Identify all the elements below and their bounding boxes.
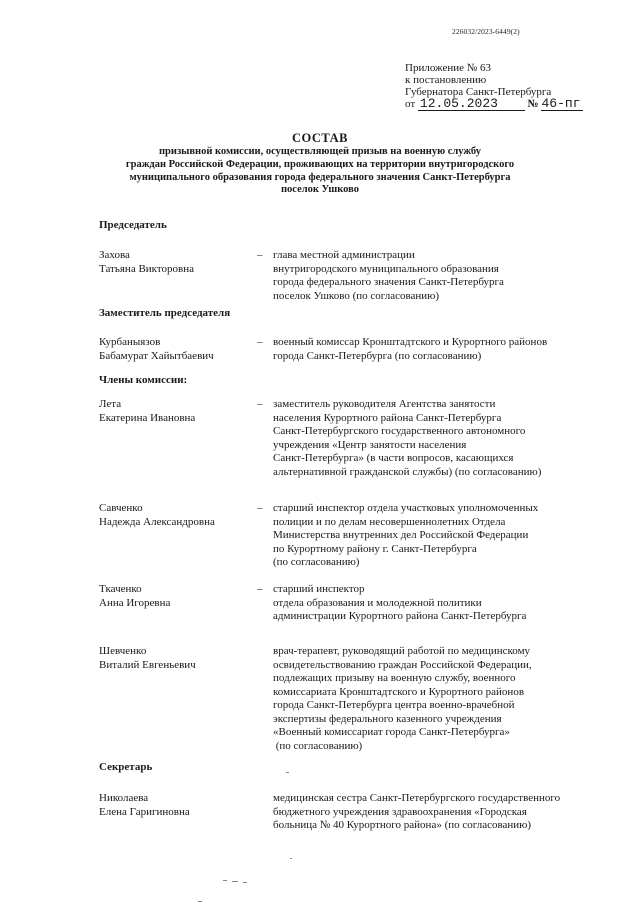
member-name: [99, 336, 254, 363]
member-surname: Ткаченко: [99, 583, 142, 595]
role-line: старший инспектор: [273, 583, 365, 595]
member-role: [273, 792, 633, 833]
member-role: [273, 502, 633, 570]
role-line: медицинская сестра Санкт-Петербургского государственного: [273, 792, 561, 804]
role-line: по Курортному району г. Санкт-Петербурга: [273, 542, 477, 555]
role-line: Министерства внутренних дел Российской Федерации: [273, 529, 529, 541]
member-role: [273, 583, 633, 624]
role-line: города Санкт-Петербурга (по согласованию): [273, 349, 482, 362]
page-subtitle: [100, 146, 540, 197]
role-line: подлежащих призыву на военную службу, военного: [273, 672, 516, 684]
subtitle-line: поселок Ушково: [280, 184, 360, 196]
member-given-name: Виталий Евгеньевич: [99, 658, 196, 671]
member-dash: –: [257, 502, 263, 514]
member-given-name: Анна Игоревна: [99, 596, 171, 609]
role-line: военный комиссар Кронштадтского и Курортного районов: [273, 336, 548, 348]
member-name: [99, 502, 254, 529]
resolution-date-line: [405, 98, 583, 111]
appendix-line: к постановлению: [405, 74, 487, 86]
role-line: администрации Курортного района Санкт-Петербурга: [273, 610, 527, 622]
role-line: Санкт-Петербургского государственного автономного: [273, 425, 526, 437]
role-line: внутригородского муниципального образования: [273, 262, 499, 275]
role-line: глава местной администрации: [273, 249, 415, 261]
member-surname: Лета: [99, 398, 122, 410]
role-line: полиции и по делам несовершеннолетних Отдела: [273, 515, 506, 528]
member-given-name: Бабамурат Хайытбаевич: [99, 349, 214, 362]
resolution-number: 46-пг: [541, 98, 583, 111]
section-heading-members: Члены комиссии:: [99, 374, 188, 386]
member-name: [99, 645, 254, 672]
member-dash: –: [257, 249, 263, 261]
role-line: учреждения «Центр занятости населения: [273, 438, 467, 451]
section-heading-secretary: Секретарь: [99, 761, 153, 773]
subtitle-line: муниципального образования города федерального значения Санкт-Петербурга: [129, 171, 511, 183]
member-given-name: Татьяна Викторовна: [99, 262, 194, 275]
role-line: экспертизы федерального казенного учреждения: [273, 712, 502, 725]
member-role: [273, 645, 633, 753]
member-name: [99, 398, 254, 425]
subtitle-line: граждан Российской Федерации, проживающих на территории внутригородского: [125, 158, 515, 170]
resolution-date: 12.05.2023: [418, 98, 525, 111]
role-line: (по согласованию): [273, 556, 360, 568]
section-heading-chairman: Председатель: [99, 219, 167, 231]
role-line: старший инспектор отдела участковых уполномоченных: [273, 502, 539, 514]
role-line: альтернативной гражданской службы) (по согласованию): [273, 465, 542, 478]
member-surname: Захова: [99, 249, 130, 261]
role-line: освидетельствованию граждан Российской Федерации,: [273, 658, 532, 671]
role-line: «Военный комиссариат города Санкт-Петербурга»: [273, 726, 510, 738]
member-name: [99, 583, 254, 610]
role-line: больница № 40 Курортного района» (по согласованию): [273, 819, 532, 831]
member-surname: Курбаныязов: [99, 336, 161, 348]
appendix-line: Губернатора Санкт-Петербурга: [405, 86, 552, 98]
role-line: Санкт-Петербурга» (в части вопросов, касающихся: [273, 452, 514, 464]
member-role: [273, 336, 633, 363]
member-surname: Николаева: [99, 792, 149, 804]
member-given-name: Елена Гаригиновна: [99, 805, 190, 818]
member-surname: Шевченко: [99, 645, 147, 657]
member-name: [99, 249, 254, 276]
member-given-name: Екатерина Ивановна: [99, 411, 196, 424]
member-role: [273, 249, 633, 303]
member-dash: –: [257, 398, 263, 410]
role-line: города Санкт-Петербурга центра военно-врачебной: [273, 699, 515, 711]
member-role: [273, 398, 633, 479]
role-line: населения Курортного района Санкт-Петербурга: [273, 411, 502, 424]
member-name: [99, 792, 254, 819]
number-prefix: №: [527, 98, 539, 110]
role-line: врач-терапевт, руководящий работой по медицинскому: [273, 645, 531, 657]
role-line: поселок Ушково (по согласованию): [273, 289, 440, 302]
date-prefix: от: [405, 98, 416, 110]
page-title: СОСТАВ: [291, 131, 348, 145]
role-line: отдела образования и молодежной политики: [273, 596, 482, 609]
member-dash: –: [257, 583, 263, 595]
role-line: города федерального значения Санкт-Петербурга: [273, 276, 504, 288]
role-line: комиссариата Кронштадтского и Курортного районов: [273, 685, 525, 698]
appendix-line: Приложение № 63: [405, 62, 492, 74]
member-surname: Савченко: [99, 502, 143, 514]
member-dash: –: [257, 336, 263, 348]
member-given-name: Надежда Александровна: [99, 515, 215, 528]
role-line: заместитель руководителя Агентства занятости: [273, 398, 496, 410]
appendix-block: [405, 62, 583, 111]
subtitle-line: призывной комиссии, осуществляющей призыв на военную службу: [159, 146, 481, 157]
role-line: бюджетного учреждения здравоохранения «Городская: [273, 805, 527, 818]
role-line: (по согласованию): [273, 739, 363, 752]
section-heading-deputy: Заместитель председателя: [99, 307, 231, 319]
document-number: 226032/2023-6449(2): [452, 27, 520, 36]
